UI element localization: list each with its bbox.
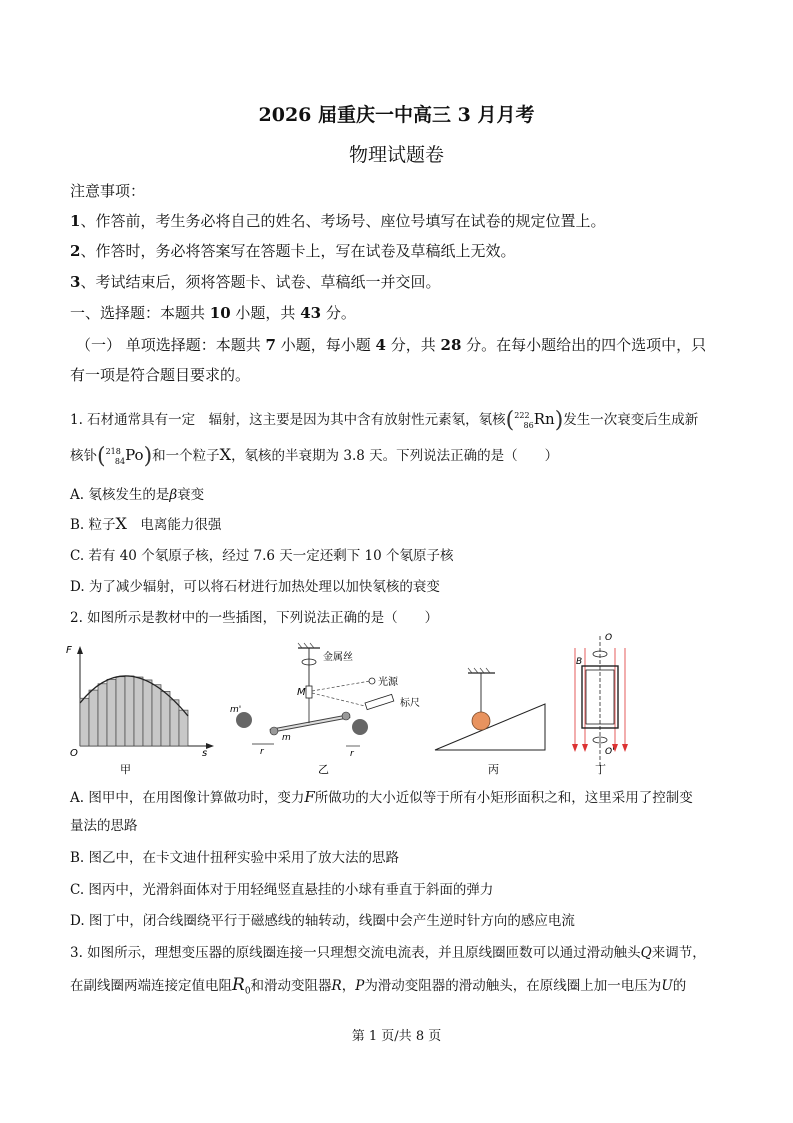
figure-label-yi: 乙 <box>318 763 329 776</box>
label-axis-o: O <box>605 633 613 643</box>
exam-title: 2026 届重庆一中高三 3 月月考 <box>258 104 535 126</box>
area-bar <box>125 676 134 746</box>
question-3-stem-cont: 在副线圈两端连接定值电阻$R_0$和滑动变阻器R，P为滑动变阻器的滑动触头，在原线圈上加一电压为U的 <box>70 975 687 997</box>
question-2-option-b: B. 图乙中，在卡文迪什扭秤实验中采用了放大法的思路 <box>70 850 400 866</box>
question-2-option-a: A. 图甲中，在用图像计算做功时，变力F所做功的大小近似等于所有小矩形面积之和，这里采用了控制变 <box>70 788 693 806</box>
notice-heading: 注意事项： <box>70 182 146 200</box>
label-light-source: 光源 <box>378 677 398 688</box>
axis-label-s: s <box>202 748 208 759</box>
area-bar <box>161 691 170 746</box>
area-bar <box>179 710 188 746</box>
question-1-stem: 1. 石材通常具有一定 辐射，这主要是因为其中含有放射性元素氡，氡核($^{222}_{86}$Rn)发生一次衰变后生成新 <box>70 408 699 433</box>
area-bar <box>80 698 89 746</box>
axis-label-f: F <box>66 645 72 656</box>
figure-yi <box>230 643 420 776</box>
figure-bing <box>435 668 545 776</box>
figure-jia <box>66 645 214 776</box>
area-bar <box>116 677 125 746</box>
question-1-option-c: C. 若有 40 个氡原子核，经过 7.6 天一定还剩下 10 个氡原子核 <box>70 548 454 564</box>
area-bar <box>89 690 98 746</box>
area-bar <box>170 700 179 746</box>
figure-label-bing: 丙 <box>488 763 499 776</box>
label-m-prime: m' <box>230 705 242 715</box>
label-mirror-m: M <box>297 687 306 698</box>
area-bar <box>143 680 152 746</box>
page-footer: 第 1 页/共 8 页 <box>351 1029 442 1044</box>
label-r: r <box>260 747 264 757</box>
origin-label: O <box>70 748 78 759</box>
label-b: B <box>576 657 583 667</box>
question-2-stem: 2. 如图所示是教材中的一些插图，下列说法正确的是（ ） <box>70 610 439 626</box>
notice-item: 2、作答时，务必将答案写在答题卡上，写在试卷及草稿纸上无效。 <box>70 242 516 260</box>
label-wire: 金属丝 <box>323 652 353 663</box>
label-m: m <box>282 733 291 743</box>
question-1-stem-cont: 核钋($^{218}_{84}$Po)和一个粒子X，氡核的半衰期为 3.8 天。下列说法正确的是（ ） <box>70 444 559 469</box>
notice-item: 3、考试结束后，须将答题卡、试卷、草稿纸一并交回。 <box>70 273 441 291</box>
section-heading: 一、选择题：本题共 10 小题，共 43 分。 <box>70 304 356 322</box>
figure-label-ding: 丁 <box>595 763 606 776</box>
label-axis-o-prime: O' <box>605 747 615 757</box>
notice-item: 1、作答前，考生务必将自己的姓名、考场号、座位号填写在试卷的规定位置上。 <box>70 212 606 230</box>
question-1-option-b: B. 粒子X 电离能力很强 <box>70 514 222 533</box>
area-bar <box>107 679 116 746</box>
question-3-stem: 3. 如图所示，理想变压器的原线圈连接一只理想交流电流表，并且原线圈匝数可以通过滑动触头Q来调节， <box>70 945 706 961</box>
subsection-heading-cont: 有一项是符合题目要求的。 <box>70 366 251 384</box>
question-2-figures <box>60 628 640 776</box>
question-2-option-a-cont: 量法的思路 <box>70 818 138 834</box>
subsection-heading: （一） 单项选择题：本题共 7 小题，每小题 4 分，共 28 分。在每小题给出的四个选项中，只 <box>76 336 707 354</box>
figure-ding <box>572 633 628 776</box>
exam-subtitle: 物理试题卷 <box>348 144 444 166</box>
area-bar <box>98 684 107 746</box>
figure-label-jia: 甲 <box>120 763 131 776</box>
area-bar <box>134 677 143 746</box>
question-1-option-a: A. 氡核发生的是β衰变 <box>70 487 205 503</box>
question-2-option-c: C. 图丙中，光滑斜面体对于用轻绳竖直悬挂的小球有垂直于斜面的弹力 <box>70 882 494 898</box>
label-ruler: 标尺 <box>400 698 420 709</box>
question-2-option-d: D. 图丁中，闭合线圈绕平行于磁感线的轴转动，线圈中会产生逆时针方向的感应电流 <box>70 913 575 929</box>
area-bar <box>152 685 161 746</box>
question-1-option-d: D. 为了减少辐射，可以将石材进行加热处理以加快氡核的衰变 <box>70 579 440 595</box>
label-r-right: r <box>350 749 354 759</box>
